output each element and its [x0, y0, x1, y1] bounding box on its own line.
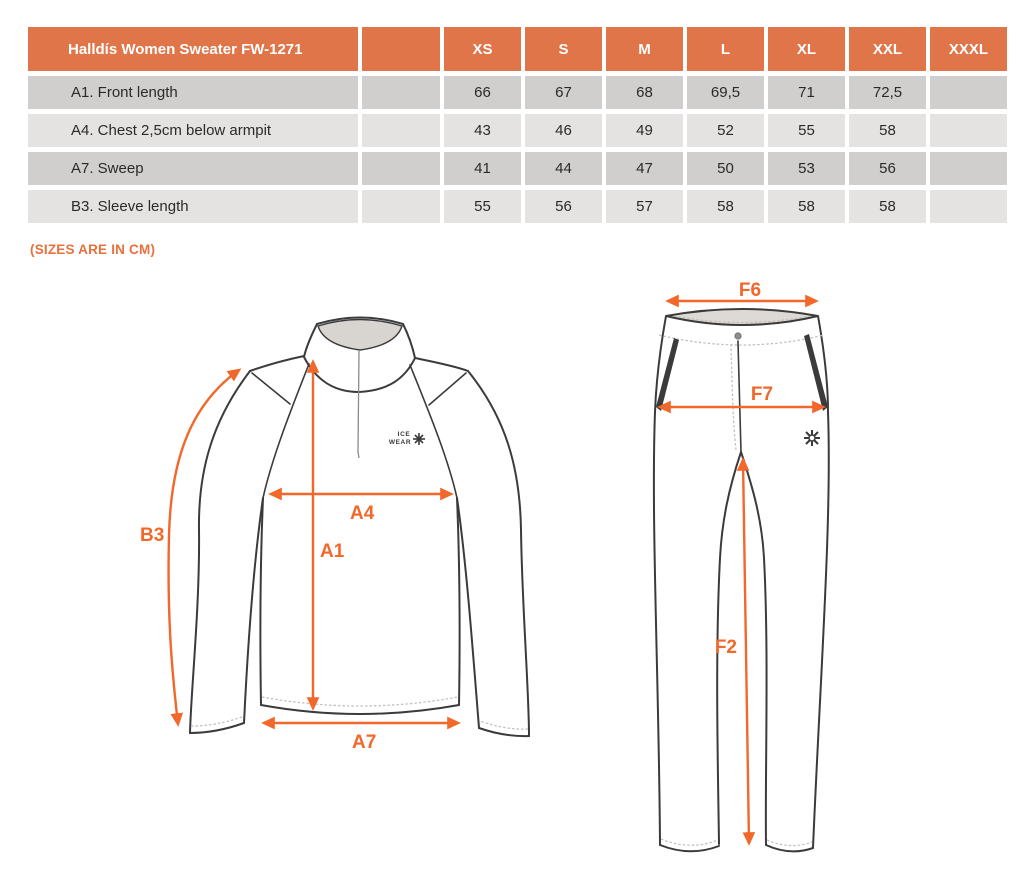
size-value-cell: 68 [606, 76, 683, 109]
size-value-cell: 58 [687, 190, 764, 223]
pants-dimension-arrows [660, 280, 823, 843]
size-value-cell: 47 [606, 152, 683, 185]
column-header-xs: XS [444, 27, 521, 71]
size-value-cell: 52 [687, 114, 764, 147]
a7-label: A7 [352, 732, 377, 753]
sweater-dimension-arrows [140, 362, 458, 753]
b3-arrow [169, 370, 239, 724]
zipper-line [358, 350, 359, 458]
logo-snowflake-icon [413, 433, 425, 445]
size-value-cell: 44 [525, 152, 602, 185]
column-header-xxl: XXL [849, 27, 926, 71]
f2-label: F2 [714, 637, 737, 658]
f6-label: F6 [738, 280, 762, 301]
size-value-cell: 66 [444, 76, 521, 109]
column-header-s: S [525, 27, 602, 71]
row-label-b3: B3. Sleeve length [28, 190, 358, 223]
size-value-cell: 58 [849, 190, 926, 223]
a4-label: A4 [350, 503, 375, 524]
size-value-cell: 71 [768, 76, 845, 109]
right-pocket [804, 334, 828, 411]
column-header-l: L [687, 27, 764, 71]
svg-text:ICE: ICE [397, 431, 411, 438]
waist-button [735, 333, 741, 339]
size-value-cell: 56 [849, 152, 926, 185]
f7-label: F7 [750, 384, 774, 405]
collar-inner-shade [318, 320, 402, 351]
size-value-cell: 55 [444, 190, 521, 223]
size-value-cell: 67 [525, 76, 602, 109]
size-value-cell: 58 [849, 114, 926, 147]
sweater-drawing [140, 318, 529, 754]
size-value-cell: 50 [687, 152, 764, 185]
table-title: Halldís Women Sweater FW-1271 [28, 27, 358, 71]
size-value-cell: 72,5 [849, 76, 926, 109]
size-value-cell: 56 [525, 190, 602, 223]
size-value-cell: 55 [768, 114, 845, 147]
size-value-cell: 46 [525, 114, 602, 147]
icewear-logo [389, 431, 425, 446]
size-value-cell: 57 [606, 190, 683, 223]
a1-label: A1 [320, 541, 345, 562]
row-label-a4: A4. Chest 2,5cm below armpit [28, 114, 358, 147]
sizes-unit-note: (SIZES ARE IN CM) [30, 242, 156, 257]
column-header-m: M [606, 27, 683, 71]
column-header-xxxl: XXXL [930, 27, 1007, 71]
f2-arrow [743, 460, 749, 843]
column-header-xl: XL [768, 27, 845, 71]
pants-snowflake-icon [804, 430, 820, 446]
pants-drawing [654, 280, 829, 851]
row-label-a7: A7. Sweep [28, 152, 358, 185]
left-pocket [656, 338, 679, 411]
svg-text:WEAR: WEAR [388, 439, 412, 446]
size-value-cell: 49 [606, 114, 683, 147]
size-value-cell: 58 [768, 190, 845, 223]
row-label-a1: A1. Front length [28, 76, 358, 109]
b3-label: B3 [140, 525, 165, 546]
size-value-cell: 53 [768, 152, 845, 185]
size-value-cell: 41 [444, 152, 521, 185]
size-value-cell: 69,5 [687, 76, 764, 109]
size-value-cell: 43 [444, 114, 521, 147]
